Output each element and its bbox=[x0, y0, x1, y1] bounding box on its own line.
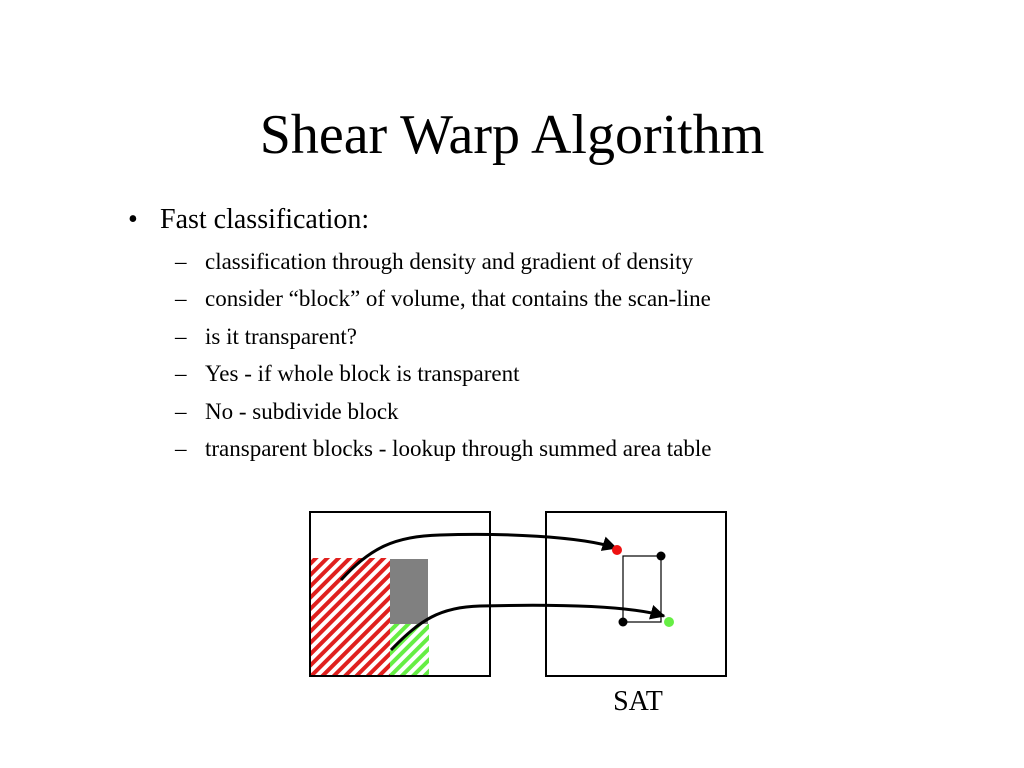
bullet-text: Fast classification: bbox=[160, 204, 370, 235]
sat-box bbox=[546, 512, 726, 676]
sub-bullet-mark: – bbox=[175, 398, 187, 424]
red-corner-dot bbox=[612, 545, 622, 555]
opaque-block bbox=[390, 559, 428, 624]
sub-bullet-mark: – bbox=[175, 361, 187, 387]
corner-dot bbox=[619, 618, 628, 627]
sub-bullet-text: No - subdivide block bbox=[205, 398, 399, 424]
slide-title: Shear Warp Algorithm bbox=[259, 104, 765, 166]
sub-bullet-text: is it transparent? bbox=[205, 323, 358, 349]
sub-bullet-text: consider “block” of volume, that contains the scan-line bbox=[205, 286, 711, 312]
sub-bullet-text: transparent blocks - lookup through summed area table bbox=[205, 436, 712, 462]
sub-bullet-text: Yes - if whole block is transparent bbox=[205, 361, 520, 387]
sub-bullet-mark: – bbox=[175, 436, 187, 462]
corner-dot bbox=[657, 552, 666, 561]
green-corner-dot bbox=[664, 617, 674, 627]
sat-label: SAT bbox=[613, 686, 663, 717]
sub-bullet-mark: – bbox=[175, 249, 187, 274]
sub-bullet-mark: – bbox=[175, 323, 187, 349]
bullet-mark: • bbox=[128, 204, 138, 235]
transparent-block-region bbox=[311, 558, 390, 675]
sub-bullet-mark: – bbox=[175, 286, 187, 312]
sub-bullet-text: classification through density and gradient of density bbox=[205, 249, 693, 274]
